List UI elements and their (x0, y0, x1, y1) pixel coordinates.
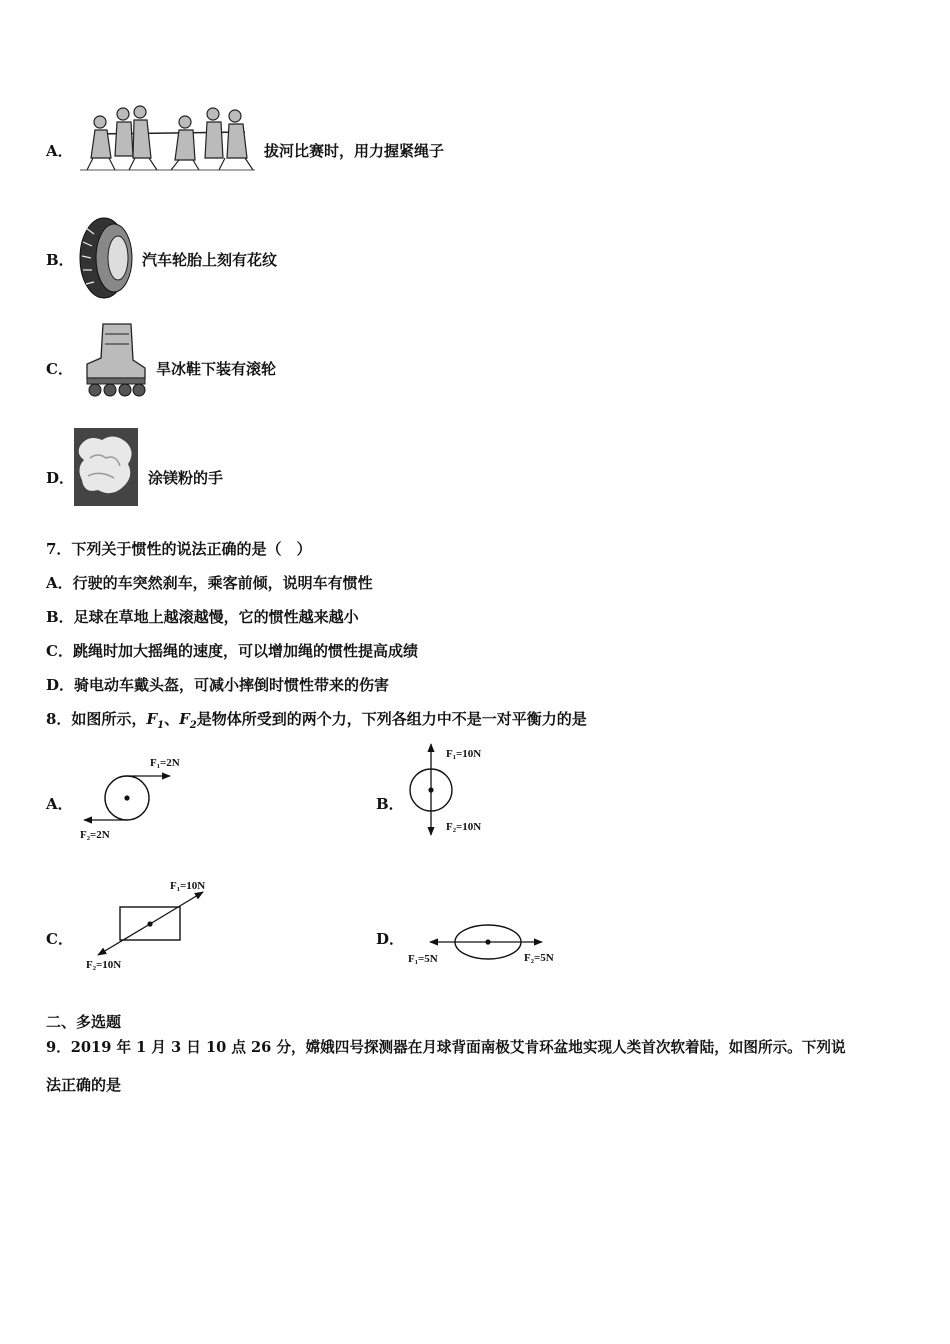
option-label: C． (46, 360, 73, 378)
question-stem: 7．下列关于惯性的说法正确的是（ ） (46, 540, 312, 558)
q8-option-a-label: A． (46, 795, 73, 813)
force-subscript-1: 1 (157, 720, 165, 731)
option-a: A．行驶的车突然刹车，乘客前倾，说明车有惯性 (46, 574, 373, 592)
center-dot (124, 795, 129, 800)
force-symbol-f1: F (146, 710, 158, 728)
option-d: D．骑电动车戴头盔，可减小摔倒时惯性带来的伤害 (46, 676, 390, 694)
stem-suffix: 是物体所受到的两个力，下列各组力中不是一对平衡力的是 (196, 710, 587, 728)
chalk-hands-image (74, 428, 138, 506)
force-label-f2: F₂=10N (86, 959, 122, 971)
q8-option-d-label: D． (376, 930, 405, 948)
option-c: C．跳绳时加大摇绳的速度，可以增加绳的惯性提高成绩 (46, 642, 418, 660)
force-label-f1: F₁=2N (150, 757, 180, 769)
option-label: D． (46, 469, 75, 487)
roller-skate-image (83, 320, 148, 400)
question-9-line-1: 9．2019 年 1 月 3 日 10 点 26 分，嫦娥四号探测器在月球背面南极艾肯环盆地实现人类首次软着陆，如图所示。下列说 (46, 1039, 846, 1056)
q8-option-b-diagram (400, 740, 520, 840)
force-label-f1: F₁=10N (446, 748, 482, 760)
q8-option-a-diagram (72, 750, 202, 845)
option-text: 涂镁粉的手 (148, 469, 224, 487)
force-label-f2: F₂=2N (80, 829, 110, 841)
tug-of-war-image (75, 100, 260, 175)
option-b: B．足球在草地上越滚越慢，它的惯性越来越小 (46, 608, 359, 626)
force-label-f1: F₁=10N (170, 880, 206, 892)
option-label: A． (46, 142, 73, 160)
force-label-f2: F₂=10N (446, 821, 482, 833)
separator: 、 (164, 710, 180, 728)
force-arrow-f1 (150, 892, 203, 924)
question-9-line-2: 法正确的是 (46, 1076, 122, 1094)
option-text: 汽车轮胎上刻有花纹 (142, 251, 278, 269)
q8-option-d-diagram (400, 915, 575, 975)
question-8-stem (46, 708, 587, 731)
option-text: 旱冰鞋下装有滚轮 (156, 360, 277, 378)
force-symbol-f2: F (179, 710, 190, 728)
q8-option-c-diagram (78, 872, 238, 977)
q8-option-b-label: B． (376, 795, 404, 813)
force-label-f2: F₂=5N (524, 952, 554, 964)
stem-prefix: 8．如图所示， (46, 710, 147, 728)
force-subscript-2: 2 (189, 720, 197, 731)
option-text: 拔河比赛时，用力握紧绳子 (264, 142, 445, 160)
q8-option-c-label: C． (46, 930, 73, 948)
force-label-f1: F₁=5N (408, 953, 438, 965)
section-title: 二、多选题 (46, 1013, 122, 1031)
tire-image (78, 216, 138, 300)
option-label: B． (46, 251, 74, 269)
